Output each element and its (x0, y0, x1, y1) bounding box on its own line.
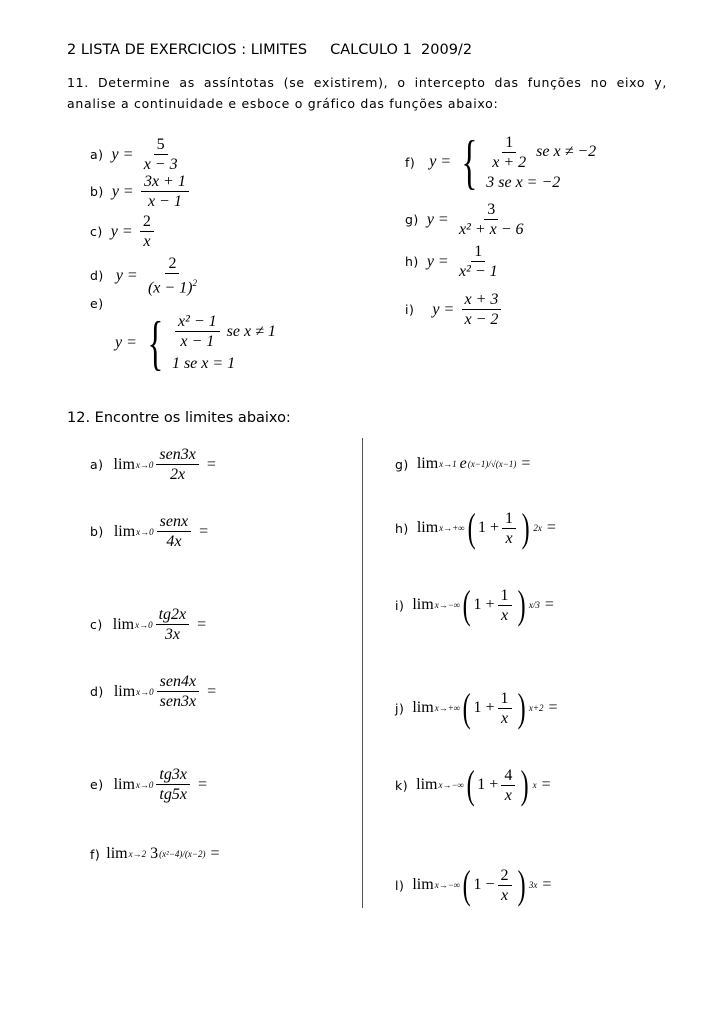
piecewise-cases: $\frac{\text{x² − 1}}{x - 1}$ se x ≠ 1 1 se x = 1 (171, 313, 276, 372)
fraction: $\frac{2}{(x - 1)^2}$ (147, 255, 198, 297)
header-title: 2 LISTA DE EXERCICIOS : LIMITES (67, 42, 308, 58)
piecewise-cases: $\frac{1}{x + 2}$ se x ≠ −2 3 se x = −2 (486, 133, 597, 191)
question-12-statement: 12. Encontre os limites abaixo: (67, 410, 291, 426)
q11-item-h: h) y = $\frac{1}{\text{x² − 1}}$ (405, 242, 504, 281)
q11-item-a: a) y = $\frac{5}{x - 3}$ (90, 135, 184, 174)
column-divider (362, 438, 363, 908)
fraction: $\frac{x + 3}{x - 2}$ (462, 290, 502, 329)
q12-item-c: c) lim x→0 $\frac{tg2x}{3x}$ = (90, 606, 207, 643)
fraction: $\frac{5}{x - 3}$ (143, 136, 178, 173)
q12-item-d: d) lim x→0 $\frac{\text{sen4x}}{\text{sen3x}}$ = (90, 673, 217, 710)
q11-item-e-label: e) (90, 296, 104, 311)
fraction: $\frac{1}{\text{x² − 1}}$ (458, 243, 498, 280)
q12-item-h: h) lim x→+∞ ( 1 + $\frac{1}{x}$ ) 2x = (395, 505, 556, 550)
q12-item-i: i) lim x→−∞ ( 1 + $\frac{1}{x}$ ) x/3 = (395, 582, 554, 627)
q11-item-c: c) y = $\frac{2}{x}$ (90, 212, 157, 251)
fraction: $\frac{2}{x}$ (140, 212, 154, 251)
q12-item-l: l) lim x→−∞ ( 1 − $\frac{2}{x}$ ) 3x = (395, 862, 552, 907)
q12-item-b: b) lim x→0 $\frac{\text{senx}}{4x}$ = (90, 513, 209, 550)
header-course: CALCULO 1 2009/2 (330, 42, 473, 58)
q12-item-f: f) lim x→2 3 (x²−4)/(x−2) = (90, 845, 220, 862)
fraction: $\frac{3x + 1}{x - 1}$ (141, 172, 189, 211)
q11-item-e: y = { $\frac{\text{x² − 1}}{x - 1}$ se x ≠ 1 1 se x = 1 (115, 309, 276, 376)
q11-item-b: b) y = $\frac{3x + 1}{x - 1}$ (90, 172, 192, 211)
q12-item-e: e) lim x→0 $\frac{tg3x}{tg5x}$ = (90, 766, 207, 803)
q11-item-d: d) y = $\frac{2}{(x - 1)^2}$ (90, 254, 203, 297)
q12-item-j: j) lim x→+∞ ( 1 + $\frac{1}{x}$ ) x+2 = (395, 685, 558, 730)
q12-item-g: g) lim x→1 e (x−1)/√(x−1) = (395, 455, 531, 472)
left-brace: { (461, 129, 478, 195)
document-header (67, 42, 472, 58)
q11-item-g: g) y = $\frac{3}{\text{x² + x − 6}}$ (405, 200, 530, 239)
left-brace: { (147, 309, 164, 376)
q11-item-f: f) y = { $\frac{1}{x + 2}$ se x ≠ −2 3 se x = −2 (405, 129, 597, 195)
q12-item-a: a) lim x→0 $\frac{\text{sen3x}}{2x}$ = (90, 446, 216, 483)
q11-item-i: i) y = $\frac{x + 3}{x - 2}$ (405, 290, 504, 329)
question-11-statement: 11. Determine as assíntotas (se existirem), o intercepto das funções no eixo y, analise a continuidade e esboce o gráfico das funções abaixo: (67, 75, 667, 111)
fraction: $\frac{3}{\text{x² + x − 6}}$ (458, 201, 524, 238)
q12-item-k: k) lim x→−∞ ( 1 + $\frac{4}{x}$ ) x = (395, 762, 551, 807)
